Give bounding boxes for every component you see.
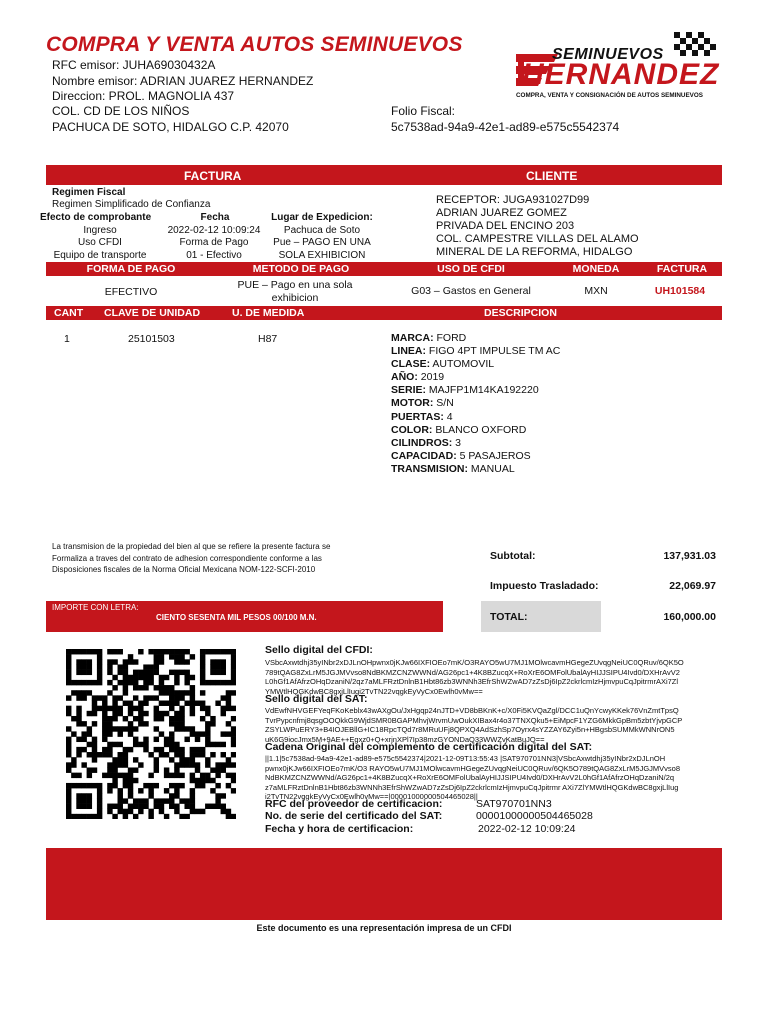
footer-red-block: [46, 848, 722, 920]
footer-text: Este documento es una representación impresa de un CFDI: [256, 923, 512, 933]
sello-line: ZSYLWPuERY3+B4IOJEBllG+IC18RpcTQd7r8MRuUFj8QPXQ4AdSzhSp7Oyrx4sYZZAY6Zyi5n+HBgsbSUMMkWNNrON5: [265, 725, 675, 734]
company-title: COMPRA Y VENTA AUTOS SEMINUEVOS: [46, 33, 463, 56]
fecha-label: Fecha: [200, 212, 230, 223]
factura-cell: 01 - Efectivo: [186, 250, 242, 261]
factura-cell: 2022-02-12 10:09:24: [167, 225, 261, 236]
rfc-emisor: RFC emisor: JUHA69030432A: [52, 58, 216, 72]
regimen-label: Regimen Fiscal: [52, 187, 126, 198]
sello-sat: [265, 706, 682, 744]
note-line: Formaliza a traves del contrato de adhesion correspondiente conforme a las: [52, 553, 322, 563]
cliente-header: CLIENTE: [526, 169, 578, 183]
subtotal-value: 137,931.03: [663, 550, 716, 562]
factura-cell: Uso CFDI: [78, 237, 122, 248]
direccion-emisor: Direccion: PROL. MAGNOLIA 437: [52, 89, 235, 103]
moneda-header: MONEDA: [572, 263, 620, 275]
factura-cell: Ingreso: [83, 225, 117, 236]
cadena-title: Cadena Original del complemento de certificación digital del SAT:: [265, 741, 593, 753]
description-line: LINEA: FIGO 4PT IMPULSE TM AC: [391, 345, 561, 358]
note-line: Disposiciones fiscales de la Norma Oficial Mexicana NOM-122-SCFI-2010: [52, 565, 316, 574]
description-line: AÑO: 2019: [391, 371, 445, 384]
description-line: CAPACIDAD: 5 PASAJEROS: [391, 449, 531, 462]
serie-certificado-value: 00001000000504465028: [476, 810, 593, 822]
qr-code-icon: [66, 649, 236, 819]
company-logo: [514, 32, 726, 104]
cadena-line: ||1.1|5c7538ad-94a9-42e1-ad89-e575c5542374|2021-12-09T13:55:43 |SAT970701NN3|VSbcAxwtdhj35yINbr2xDJLnOH: [265, 754, 666, 763]
nombre-emisor: Nombre emisor: ADRIAN JUAREZ HERNANDEZ: [52, 74, 314, 88]
metodo-pago-header: METODO DE PAGO: [252, 263, 350, 275]
fecha-certificacion-label: Fecha y hora de certificacion:: [265, 823, 414, 835]
fecha-certificacion-value: 2022-02-12 10:09:24: [478, 823, 576, 835]
total-label: TOTAL:: [490, 611, 528, 623]
sello-line: YMWtlHQGKdwBC8gxjLlIugi2TvTN22vqgkEyVyCx0Ewlh0vMw==: [265, 686, 483, 696]
factura-col-header: FACTURA: [656, 263, 708, 275]
impuesto-value: 22,069.97: [669, 580, 716, 592]
item-cant: 1: [64, 333, 70, 345]
item-clave: 25101503: [128, 333, 175, 345]
description-line: MARCA: FORD: [391, 332, 467, 344]
item-unidad: H87: [258, 333, 278, 345]
importe-label: IMPORTE CON LETRA:: [52, 603, 139, 612]
description-line: PUERTAS: 4: [391, 410, 453, 423]
descripcion-header: DESCRIPCION: [484, 307, 557, 319]
cadena-line: pwnx0jKJw66IXFIOEo7mK/O3 RAYO5wU7MJ1MOlwcavmHGegeZUvqgNeiUC0QRuv/6QK5O789tQAG8ZxLrM5JGJMVvso8: [265, 763, 680, 773]
qr-code: [66, 649, 236, 819]
note-line: La transmision de la propiedad del bien al que se refiere la presente factura se: [52, 542, 331, 551]
factura-cell: Pue – PAGO EN UNA: [273, 237, 371, 248]
factura-cell: Equipo de transporte: [53, 250, 147, 261]
forma-pago-value: EFECTIVO: [104, 286, 158, 298]
colonia-emisor: COL. CD DE LOS NIÑOS: [52, 104, 190, 118]
logo-line1: SEMINUEVOS: [552, 46, 664, 63]
factura-number: UH101584: [654, 285, 706, 297]
metodo-pago-line1: PUE – Pago en una sola: [237, 279, 353, 291]
cliente-line: MINERAL DE LA REFORMA, HIDALGO: [436, 246, 633, 258]
efecto-label: Efecto de comprobante: [40, 212, 152, 223]
importe-value: CIENTO SESENTA MIL PESOS 00/100 M.N.: [156, 613, 317, 622]
uso-cfdi-header: USO DE CFDI: [437, 263, 505, 275]
cliente-line: PRIVADA DEL ENCINO 203: [436, 220, 575, 232]
folio-value: 5c7538ad-94a9-42e1-ad89-e575c5542374: [391, 120, 620, 134]
uso-cfdi-value: G03 – Gastos en General: [411, 285, 531, 297]
description-line: SERIE: MAJFP1M14KA192220: [391, 384, 539, 397]
sello-line: VSbcAxwtdhj35yINbr2xDJLnOHpwnx0jKJw66IXFIOEo7mK/O3RAYO5wU7MJ1MOlwcavmHGegeZUvqgNeiUC0QRuv/6QK5O: [265, 658, 684, 667]
metodo-pago-line2: exhibicion: [271, 292, 319, 304]
cant-header: CANT: [54, 307, 84, 319]
clave-header: CLAVE DE UNIDAD: [104, 307, 201, 319]
total-value: 160,000.00: [663, 611, 716, 623]
description-line: TRANSMISION: MANUAL: [391, 462, 515, 475]
serie-certificado-label: No. de serie del certificado del SAT:: [265, 810, 443, 822]
item-description: [391, 332, 560, 476]
items-header-bar: [46, 306, 722, 320]
moneda-value: MXN: [584, 285, 608, 297]
payment-header-bar: [46, 262, 722, 276]
cadena-original: [265, 754, 680, 802]
sello-line: L0hGf1AfAfrzOHqDzaniN/2qz7aMLFRztDnlnB1Hbt86zb3WNNh3EfrShWZwAD7zZsDj6IpZ2ckrlcmIzHjmvpuCqJpitrmrAXi7Zl: [265, 677, 679, 686]
sello-line: VdEwfNHVGEFYeqFKoKeblx43wAXgOu/JxHgqp24nJTD+VD8bBKnK+c/X0Fi5KVQaZgl/DCC1uQnYcwyKKek76VnZmtTpsQ: [265, 706, 679, 715]
factura-cell: Forma de Pago: [179, 237, 249, 248]
logo-tagline: COMPRA, VENTA Y CONSIGNACIÓN DE AUTOS SEMINUEVOS: [516, 92, 703, 99]
subtotal-label: Subtotal:: [490, 550, 536, 562]
sello-cfdi: [265, 658, 684, 696]
factura-header: FACTURA: [184, 169, 242, 183]
description-line: COLOR: BLANCO OXFORD: [391, 423, 527, 436]
regimen-value: Regimen Simplificado de Confianza: [52, 199, 211, 210]
forma-pago-header: FORMA DE PAGO: [86, 263, 176, 275]
legal-note: [52, 541, 330, 576]
rfc-proveedor-value: SAT970701NN3: [476, 798, 552, 810]
description-line: MOTOR: S/N: [391, 397, 454, 410]
description-line: CLASE: AUTOMOVIL: [391, 358, 495, 371]
cliente-line: RECEPTOR: JUGA931027D99: [436, 194, 590, 206]
factura-cell: Pachuca de Soto: [283, 225, 361, 236]
importe-bar: [46, 601, 443, 632]
sello-line: uK6G9iocJmx5M+9AE++Egxz0+Q+xrjnXPl7Ip38mzGYONDaQ33WWZvKatBuJQ==: [265, 734, 545, 744]
cliente-line: COL. CAMPESTRE VILLAS DEL ALAMO: [436, 233, 639, 245]
logo-line2: HERNANDEZ: [522, 58, 720, 91]
sello-cfdi-title: Sello digital del CFDI:: [265, 644, 373, 656]
sello-line: 789tQAG8ZxLrM5JGJMVvso8NdBKMZCNZWWNd/AG26pc1+4K8BZucqX+RoXrE6OMFolUbalAyHIJJSIPU4Ivd0/DXHrAvV2: [265, 667, 680, 677]
rfc-proveedor-label: RFC del proveedor de certificacion:: [265, 798, 443, 810]
factura-cell: SOLA EXHIBICION: [278, 250, 366, 261]
folio-label: Folio Fiscal:: [391, 104, 456, 118]
cadena-line: i2TvTN22vqgkEyVyCx0Ewlh0vMw==|00001000000504465028||: [265, 792, 478, 801]
sello-sat-title: Sello digital del SAT:: [265, 693, 368, 705]
lugar-label: Lugar de Expedicion:: [271, 212, 373, 223]
description-line: CILINDROS: 3: [391, 436, 462, 449]
cadena-line: z7aMLFRztDnlnB1Hbt86zb3WNNh3EfrShWZwAD7zZsDj6IpZ2ckrlcmIzHjmvpuCqJpitrmr AXi7ZlYMWtlHQGKdwBC8gxjLlIug: [265, 782, 679, 792]
cadena-line: NdBKMZCNZWWNd/AG26pc1+4K8BZucqX+RoXrE6OMFolUbalAyHIJJSIPU4Ivd0/DXHrAvV2L0hGf1AfAfrzOHqDzaniN/2q: [265, 773, 675, 782]
ciudad-emisor: PACHUCA DE SOTO, HIDALGO C.P. 42070: [52, 120, 289, 134]
section-header-bar: [46, 165, 722, 185]
impuesto-label: Impuesto Trasladado:: [490, 580, 599, 592]
sello-line: TvrPypcnfmj8qsgOOQkkG9WjdSMR0BGAPMhvjWrvmUwOukXIBax4r4o37TNXQku5+EiMpcF1YZG6MkkGpBm5zbtYjvpGCP: [265, 715, 683, 725]
cliente-line: ADRIAN JUAREZ GOMEZ: [436, 207, 567, 219]
unidad-header: U. DE MEDIDA: [232, 307, 305, 319]
